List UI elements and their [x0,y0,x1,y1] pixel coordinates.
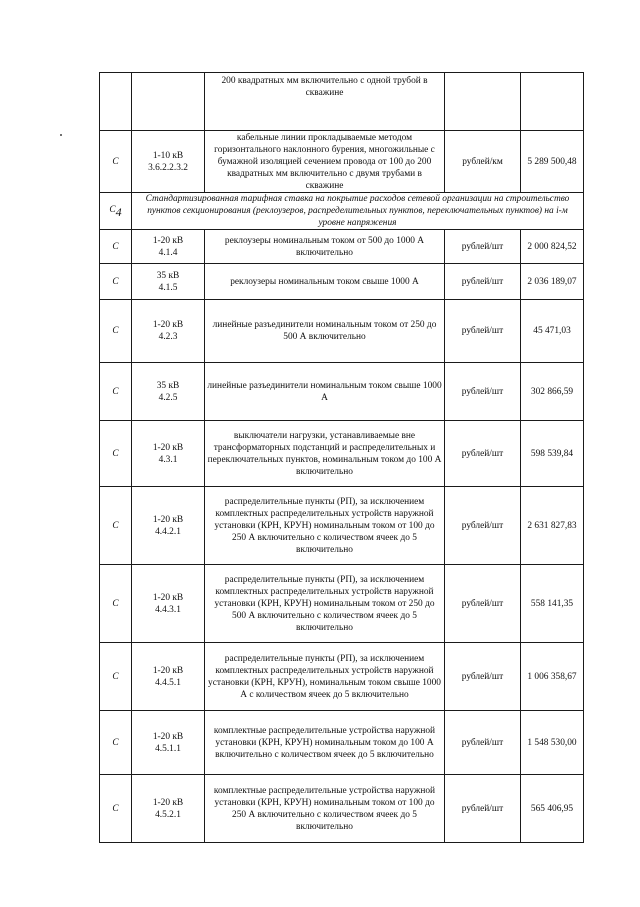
rate-code: 4.2.5 [158,392,178,403]
unit-of-measure: рублей/шт [445,230,521,264]
table-row [100,487,584,565]
rate-code: 4.5.2.1 [155,809,181,820]
section-header-row [100,193,584,230]
unit-of-measure: рублей/шт [445,421,521,487]
table-row [100,643,584,711]
continuation-row [100,73,584,131]
rate-value: 598 539,84 [521,421,584,487]
continuation-unit-cell [445,73,521,131]
row-description: линейные разъединители номинальным током свыше 1000 А [205,363,445,421]
rate-value: 558 141,35 [521,565,584,643]
unit-of-measure: рублей/шт [445,264,521,300]
rate-code: 4.5.1.1 [155,743,181,754]
section-symbol-subscript: 4 [115,205,122,219]
table-row [100,775,584,843]
voltage-code-cell [132,230,205,264]
tariff-symbol: C [100,775,132,843]
voltage-level: 1-20 кВ [152,592,184,603]
voltage-code-cell [132,421,205,487]
voltage-code-cell [132,643,205,711]
tariff-symbol: C [100,643,132,711]
continuation-symbol-cell [100,73,132,131]
unit-of-measure: рублей/шт [445,300,521,363]
row-description: реклоузеры номинальным током свыше 1000 А [205,264,445,300]
row-description: комплектные распределительные устройства наружной установки (КРН, КРУН) номинальным током до 100 А включительно с количеством ячеек до 5 включительно [205,711,445,775]
tariff-symbol: C [100,230,132,264]
table-row [100,421,584,487]
tariff-symbol: C [100,421,132,487]
voltage-level: 1-10 кВ [152,150,184,161]
section-symbol [100,193,132,230]
unit-of-measure: рублей/шт [445,775,521,843]
voltage-level: 1-20 кВ [152,442,184,453]
rate-code: 4.1.5 [158,282,178,293]
rate-value: 302 866,59 [521,363,584,421]
table-row [100,300,584,363]
voltage-level: 35 кВ [156,380,180,391]
unit-of-measure: рублей/км [445,131,521,193]
rate-code: 3.6.2.2.3.2 [148,162,188,173]
row-description: распределительные пункты (РП), за исключением комплектных распределительных устройств наружной установки (КРН, КРУН) номинальным током от 100 до 250 А включительно с количеством ячеек до 5 включительно [205,487,445,565]
voltage-code-cell [132,300,205,363]
tariff-table [99,72,584,843]
tariff-symbol: C [100,487,132,565]
unit-of-measure: рублей/шт [445,363,521,421]
unit-of-measure: рублей/шт [445,711,521,775]
voltage-code-cell [132,131,205,193]
voltage-code-cell [132,264,205,300]
rate-code: 4.1.4 [158,247,178,258]
rate-value: 45 471,03 [521,300,584,363]
table-row [100,131,584,193]
rate-code: 4.4.3.1 [155,604,181,615]
rate-value: 2 631 827,83 [521,487,584,565]
rate-value: 1 006 358,67 [521,643,584,711]
tariff-symbol: C [100,711,132,775]
tariff-symbol: C [100,363,132,421]
continuation-description: 200 квадратных мм включительно с одной трубой в скважине [205,73,445,131]
voltage-level: 1-20 кВ [152,731,184,742]
rate-code: 4.2.3 [158,332,178,342]
voltage-code-cell [132,363,205,421]
table-row [100,264,584,300]
voltage-level: 1-20 кВ [152,514,184,525]
row-description: кабельные линии прокладываемые методом горизонтального наклонного бурения, многожильные с бумажной изоляцией сечением провода от 100 до 200 квадратных мм включительно с двумя трубами в скважине [205,131,445,193]
row-description: линейные разъединители номинальным током от 250 до 500 А включительно [205,300,445,363]
voltage-level: 1-20 кВ [152,665,184,676]
tariff-symbol: C [100,565,132,643]
table-row [100,363,584,421]
continuation-value-cell [521,73,584,131]
row-description: распределительные пункты (РП), за исключением комплектных распределительных устройств наружной установки (КРН, КРУН), номинальным током свыше 1000 А с количеством ячеек до 5 включительно [205,643,445,711]
row-description: комплектные распределительные устройства наружной установки (КРН, КРУН) номинальным током от 100 до 250 А включительно с количеством ячеек до 5 включительно [205,775,445,843]
scan-speck [60,134,62,136]
section-symbol-letter: C [109,205,116,215]
rate-value: 2 036 189,07 [521,264,584,300]
tariff-symbol: C [100,131,132,193]
tariff-symbol: C [100,264,132,300]
voltage-level: 1-20 кВ [152,235,184,246]
rate-code: 4.3.1 [158,454,178,465]
section-header-text: Стандартизированная тарифная ставка на покрытие расходов сетевой организации на строительство пунктов секционирования (реклоузеров, распределительных пунктов, переключательных пунктов) на i-м уровне напряжения [132,193,584,230]
rate-code: 4.4.2.1 [155,526,181,537]
table-row [100,565,584,643]
table-row [100,230,584,264]
rate-value: 565 406,95 [521,775,584,843]
row-description: выключатели нагрузки, устанавливаемые вне трансформаторных подстанций и распределительных и переключательных пунктов, номинальным током до 100 А включительно [205,421,445,487]
voltage-code-cell [132,565,205,643]
voltage-code-cell [132,775,205,843]
unit-of-measure: рублей/шт [445,565,521,643]
rate-value: 1 548 530,00 [521,711,584,775]
continuation-voltage-cell [132,73,205,131]
row-description: распределительные пункты (РП), за исключением комплектных распределительных устройств наружной установки (КРН, КРУН) номинальным током от 250 до 500 А включительно с количеством ячеек до 5 включительно [205,565,445,643]
rate-value: 5 289 500,48 [521,131,584,193]
voltage-level: 1-20 кВ [152,797,184,808]
voltage-level: 1-20 кВ [152,320,184,330]
voltage-code-cell [132,711,205,775]
voltage-code-cell [132,487,205,565]
row-description: реклоузеры номинальным током от 500 до 1000 А включительно [205,230,445,264]
tariff-symbol: C [100,300,132,363]
rate-value: 2 000 824,52 [521,230,584,264]
unit-of-measure: рублей/шт [445,487,521,565]
rate-code: 4.4.5.1 [155,677,181,688]
unit-of-measure: рублей/шт [445,643,521,711]
voltage-level: 35 кВ [156,270,180,281]
table-row [100,711,584,775]
